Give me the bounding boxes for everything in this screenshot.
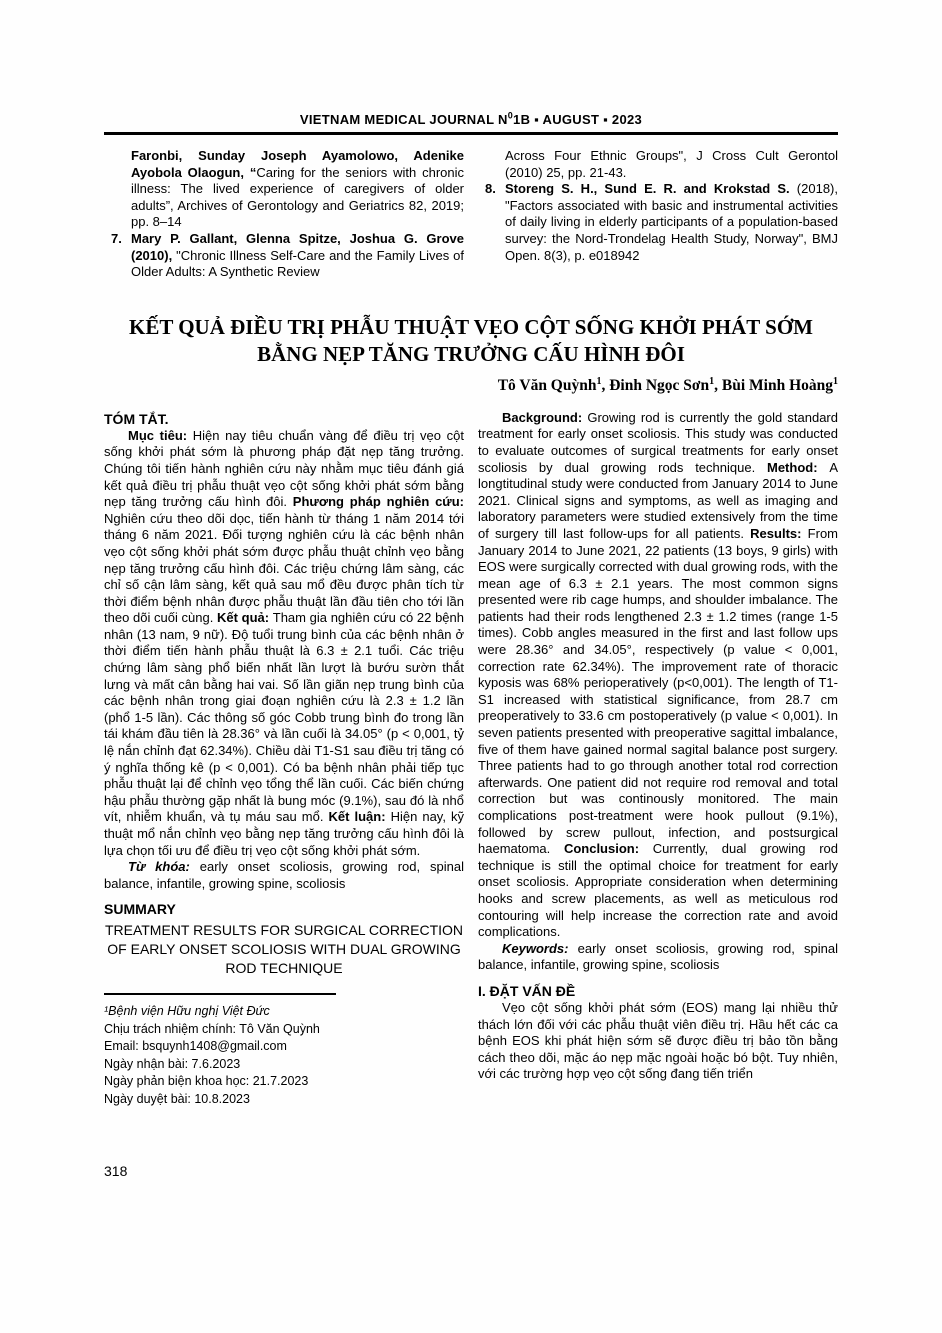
reference-text: Across Four Ethnic Groups", J Cross Cult Gerontol (2010) 25, pp. 21-43. xyxy=(505,148,838,180)
email-line: Email: bsquynh1408@gmail.com xyxy=(104,1039,287,1054)
left-column xyxy=(104,410,464,1109)
journal-header: VIETNAM MEDICAL JOURNAL $N^01B$ ▪ AUGUST ▪ 2023 xyxy=(104,112,838,135)
received-date-line: Ngày nhận bài: 7.6.2023 xyxy=(104,1056,241,1071)
reviewed-date-line: Ngày phản biện khoa học: 21.7.2023 xyxy=(104,1074,309,1089)
reference-number: 8. xyxy=(485,181,496,197)
summary-title: TREATMENT RESULTS FOR SURGICAL CORRECTION OF EARLY ONSET SCOLIOSIS WITH DUAL GROWING ROD TECHNIQUE xyxy=(104,922,464,977)
summary-en-body: Background: Growing rod is currently the gold standard treatment for early onset scoliosis. This study was conducted to evaluate outcomes of surgical treatments for early onset scoliosis by dual growing rods technique. Method: A longtitudinal study were conducted from January 2014 to June 2021. Clinical signs and symptoms, as well as imaging and laboratory parameters were studied extensively from the time of surgery till last follow-ups for all patients. Results: From January 2014 to June 2021, 22 patients (13 boys, 9 girls) with EOS were surgically corrected with dual growing rods, with the mean age of 6.3 ± 2.1 years. The most common signs presented were rib cage humps, and shoulder imbalance. The patients had their rods lengthened 2.3 ± 1.2 times (range 1-5 times). Cobb angles measured in the first and last follow ups were 28.36° and 34.05°, respectively (p value < 0,001, correction rate 62.34%). The improvement rate of thoracic kyposis was 68% perioperatively (p<0,001). The length of T1-S1 increased with statistical significance, from 28.7 cm preoperatively to 33.6 cm postoperatively (p value < 0,001). In seven patients presented with preoperative sagittal imbalance, five of them have gained normal sagital balance post surgery. Three patients had to go through another total rod correction afterwards. One patient did not require rod removal and total correction but was continously monitored. The main complications post-treatment were hook pullout (9.1%), followed by screw pullout, infection, and postsurgical haematoma. Conclusion: Currently, dual growing rod technique is still the optimal choice for treatment for early onset scoliosis. Appropriate consideration when determining hooks and screw placements, as well as meticulous rod contouring will help increase the correction rate and avoid complications. xyxy=(478,409,839,940)
footnote-divider xyxy=(104,993,336,995)
introduction-heading: I. ĐẶT VẤN ĐỀ xyxy=(478,982,576,999)
page-content xyxy=(104,112,838,1108)
references-right-column xyxy=(478,148,838,281)
article-title xyxy=(104,314,838,368)
abstract-vi-keywords: Từ khóa: early onset scoliosis, growing rod, spinal balance, infantile, growing spine, scoliosis xyxy=(104,859,464,891)
article-title-line-2: BẰNG NẸP TĂNG TRƯỞNG CẤU HÌNH ĐÔI xyxy=(257,341,685,366)
summary-en-keywords: Keywords: early onset scoliosis, growing rod, spinal balance, infantile, growing spine, scoliosis xyxy=(478,940,839,973)
reference-text: Mary P. Gallant, Glenna Spitze, Joshua G. Grove (2010), "Chronic Illness Self-Care and the Family Lives of Older Adults: A Synthetic Review xyxy=(131,230,464,280)
accepted-date-line: Ngày duyệt bài: 10.8.2023 xyxy=(104,1091,250,1106)
reference-entry xyxy=(104,148,464,231)
right-column xyxy=(478,410,838,1109)
abstract-vi-body: Mục tiêu: Hiện nay tiêu chuẩn vàng để điều trị vẹo cột sống khởi phát sớm là phương pháp đặt nẹp tăng trưởng. Chúng tôi tiến hành nghiên cứu này nhằm mục tiêu đánh giá kết quả điều trị phẫu thuật vẹo cột sống khởi phát sớm bằng nẹp tăng trưởng cấu hình đôi. Phương pháp nghiên cứu: Nghiên cứu theo dõi dọc, tiến hành từ tháng 1 năm 2014 tới tháng 6 năm 2021. Đối tượng nghiên cứu là các bệnh nhân vẹo cột sống khởi phát sớm được phẫu thuật chỉnh vẹo bằng nẹp tăng trưởng cấu hình đôi. Các triệu chứng lâm sàng, các chỉ số cận lâm sàng, kết quả sau mổ đều được phân tích từ thời điểm bệnh nhân được phẫu thuật lần đầu tiên cho tới lần theo dõi cuối cùng. Kết quả: Tham gia nghiên cứu có 22 bệnh nhân (13 nam, 9 nữ). Độ tuổi trung bình của các bệnh nhân ở thời điểm tiến hành phẫu thuật là 6.3 ± 2.1 tuổi. Các triệu chứng lâm sàng phổ biến nhất lần lượt là bướu sườn thắt lưng và mất cân bằng hai vai. Số lần giãn nẹp trung bình của các bệnh nhân trong giai đoạn nghiên cứu là 2.3 ± 1.2 lần (phổ 1-5 lần). Các thông số góc Cobb trung bình đo trong lần tái khám đầu tiên là 28.36° và lần cuối là 34.05° (p < 0,001, tỷ lệ nắn chỉnh đạt 62.34%). Chiều dài T1-S1 sau điều trị tăng có ý nghĩa thống kê (p < 0,001). Có ba bệnh nhân phải tiếp tục phẫu thuật lại để chỉnh vẹo tổng thể lần cuối. Các biến chứng hậu phẫu thường gặp nhất là bung móc (9.1%), sau đó là nhổ vít, nhiễm khuẩn, và tụ máu sau mổ. Kết luận: Hiện nay, kỹ thuật mổ nắn chỉnh vẹo bằng nẹp tăng trưởng cấu hình đôi là lựa chọn tối ưu để điều trị vẹo cột sống khởi phát sớm. xyxy=(104,427,464,858)
corresponding-author-line: Chịu trách nhiệm chính: Tô Văn Quỳnh xyxy=(104,1021,320,1036)
page-number: 318 xyxy=(104,1163,128,1179)
reference-text: Storeng S. H., Sund E. R. and Krokstad S. (2018), "Factors associated with basic and instrumental activities of daily living in elderly participants of a population-based survey: the Nord-Trondelag Health Study, Norway", BMJ Open. 8(3), p. e018942 xyxy=(505,181,838,263)
introduction-paragraph: Vẹo cột sống khởi phát sớm (EOS) mang lại nhiều thử thách lớn đối với các phẫu thuật viên điều trị. Hầu hết các ca bệnh EOS khi phát hiện sớm sẽ được điều trị bảo tồn bằng cách theo dõi, mặc áo nẹp mặc ngoài hoặc bó bột. Tuy nhiên, với các trường hợp vẹo cột sống đang tiến triển xyxy=(478,999,838,1082)
article-body xyxy=(104,410,838,1109)
reference-number: 7. xyxy=(111,230,122,246)
references-left-column xyxy=(104,148,464,281)
reference-entry xyxy=(104,231,464,281)
reference-text: Faronbi, Sunday Joseph Ayamolowo, Adenike Ayobola Olaogun, “Caring for the seniors with chronic illness: The lived experience of caregivers of older adults”, Archives of Gerontology and Geriatrics 82, 2019; pp. 8–14 xyxy=(131,148,465,230)
author-list: Tô Văn Quỳnh$^1$, Đinh Ngọc Sơn$^1$, Bùi Minh Hoàng$^1$ xyxy=(497,375,838,394)
abstract-vi-heading: TÓM TẮT. xyxy=(104,410,169,427)
article-title-line-1: KẾT QUẢ ĐIỀU TRỊ PHẪU THUẬT VẸO CỘT SỐNG KHỞI PHÁT SỚM xyxy=(128,314,813,339)
author-affiliation: ¹Bệnh viện Hữu nghị Việt Đức xyxy=(104,1004,270,1019)
reference-entry xyxy=(478,181,838,264)
references-section xyxy=(104,148,838,281)
summary-heading: SUMMARY xyxy=(104,901,176,918)
reference-entry xyxy=(478,148,838,181)
footnote-block xyxy=(104,1003,464,1108)
